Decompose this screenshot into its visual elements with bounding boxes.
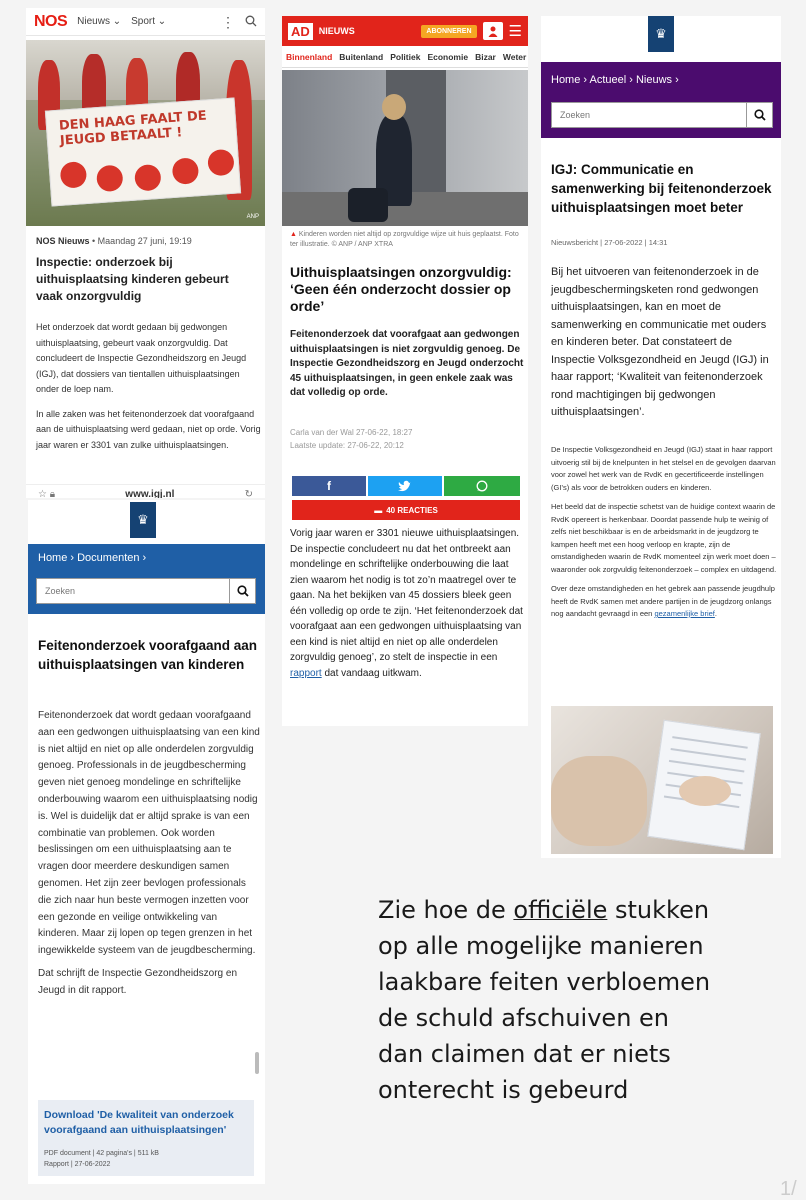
nos-article-body (36, 320, 262, 462)
nos-header (26, 8, 265, 36)
photo-credit: ANP (246, 214, 259, 220)
news-paragraph: De Inspectie Volksgezondheid en Jeugd (IGJ) staat in haar rapport uitvoerig stil bij de knelpunten in het stelsel en de gevolgen daarvan voor zowel het werk van de RvdK en gecertificeerde instellingen (GI’s) als voor de betrokken ouders en kinderen. (551, 445, 776, 492)
reload-icon[interactable]: ↻ (244, 489, 253, 498)
tab-bizar[interactable]: Bizar (475, 51, 496, 62)
scrollbar-thumb[interactable] (255, 1052, 259, 1074)
star-icon[interactable]: ☆ (38, 489, 47, 498)
search-field[interactable] (36, 578, 256, 604)
search-icon[interactable] (229, 579, 255, 603)
comment-icon: ▬ (374, 505, 383, 515)
ad-article-photo (282, 70, 528, 226)
ad-article-body: Vorig jaar waren er 3301 nieuwe uithuisplaatsingen. De inspectie concludeert nu dat het ontbreekt aan mondelinge en schriftelijke onderbouwing die laat zien waarom het nodig is tot zo’n maatregel over te gaan. Na het bekijken van 45 dossiers bleek geen één volledig op orde te zijn. ‘Het feitenonderzoek dat voorafgaat aan een gedwongen uithuisplaatsing van een kind is niet altijd en niet op alle onderdelen zorgvuldig genoeg’, zo stelt de inspectie in een rapport dat vandaag uitkwam. (290, 528, 523, 679)
news-meta: Nieuwsbericht | 27-06-2022 | 14:31 (551, 238, 668, 247)
page-title: IGJ: Communicatie en samenwerking bij feitenonderzoek uithuisplaatsingen moet beter (551, 162, 772, 215)
news-paragraph: Over deze omstandigheden en het gebrek aan passende jeugdhulp heeft de RvdK samen met andere partijen in de jeugdzorg onlangs nog aandacht gevraagd in een gezamenlijke brief. (551, 584, 775, 618)
crest-logo-icon[interactable]: ♛ (648, 16, 674, 52)
nos-nav-nieuws[interactable]: Nieuws ⌄ (77, 16, 122, 27)
nos-article-title: Inspectie: onderzoek bij uithuisplaatsing kinderen gebeurt vaak onzorgvuldig (36, 255, 229, 303)
photo-caption: ▲ Kinderen worden niet altijd op zorgvuldige wijze uit huis geplaatst. Foto ter illustratie. © ANP / ANP XTRA (290, 231, 519, 248)
more-vertical-icon[interactable]: ⋮ (221, 13, 235, 30)
page-title: Feitenonderzoek voorafgaand aan uithuisplaatsingen van kinderen (38, 638, 258, 672)
whatsapp-icon (476, 480, 488, 492)
document-paragraph: Feitenonderzoek dat wordt gedaan voorafgaand aan een gedwongen uithuisplaatsing van een kind is niet altijd en niet op alle onderdelen zorgvuldig genoeg. Professionals in de jeugdbescherming geven niet genoeg mondelinge en schriftelijke onderbouwing waarom een uithuisplaatsing nodig is. Wel is duidelijk dat er altijd sprake is van een combinatie van problemen. Ook worden beslissingen om een uithuisplaatsing aan te vragen door meerdere deskundigen samen genomen. Het zijn zeer bevlogen professionals die zich naar hun beste vermogen inzetten voor een gezonde en veilige ontwikkeling van kinderen. Maar zij lopen op tegen grenzen in het ingewikkelde systeem van de jeugdbescherming. (38, 710, 260, 957)
tab-economie[interactable]: Economie (427, 51, 469, 62)
ad-section-label: NIEUWS (318, 26, 355, 36)
nos-article-meta: NOS Nieuws • Maandag 27 juni, 19:19 (36, 236, 192, 246)
twitter-share-button[interactable] (368, 476, 442, 496)
document-paragraph: Dat schrijft de Inspectie Gezondheidszorg en Jeugd in dit rapport. (38, 967, 237, 996)
download-link[interactable]: Download 'De kwaliteit van onderzoek voorafgaand aan uithuisplaatsingen' (44, 1109, 234, 1136)
ad-article-panel (282, 16, 528, 726)
joint-letter-link[interactable]: gezamenlijke brief (654, 609, 715, 618)
news-lead: Bij het uitvoeren van feitenonderzoek in de jeugdbeschermingsketen rond gedwongen uithuisplaatsingen, kan en moet de samenwerking en communicatie met ouders en kinderen beter. Dat constateert de Inspectie Volksgezondheid en Jeugd (IGJ) in haar rapport; ‘Kwaliteit van feitenonderzoek rond machtigingen bij gedwongen uithuisplaatsingen’. (551, 266, 769, 418)
breadcrumb[interactable]: Home › Documenten › (38, 552, 147, 564)
nos-paragraph: In alle zaken was het feitenonderzoek dat voorafgaand aan de uithuisplaatsing werd gedaan, niet op orde. Vorig jaar waren er 3301 van zulke uithuisplaatsingen. (36, 408, 261, 450)
reactions-button[interactable]: ▬ 40 REACTIES (292, 500, 520, 520)
document-body (38, 708, 260, 1006)
search-icon[interactable] (746, 103, 772, 127)
ad-logo[interactable]: AD (288, 23, 313, 40)
rapport-link[interactable]: rapport (290, 667, 322, 679)
protest-banner-text: DEN HAAG FAALT DE JEUGD BETAALT ! (58, 108, 208, 149)
download-meta: PDF document | 42 pagina's | 511 kB Rapport | 27-06-2022 (44, 1150, 159, 1168)
tab-politiek[interactable]: Politiek (390, 51, 421, 62)
ad-section-tabs (282, 46, 528, 68)
ad-header (282, 16, 528, 46)
twitter-icon (398, 480, 412, 492)
page-number: 1/ (780, 1178, 797, 1200)
rijk-navigation-bar (541, 62, 781, 138)
rijksoverheid-news-panel (541, 16, 781, 858)
tab-binnenland[interactable]: Binnenland (286, 51, 333, 62)
subscribe-button[interactable]: ABONNEREN (421, 25, 476, 38)
writing-hand-photo (551, 706, 773, 854)
igj-navigation-bar (28, 544, 265, 614)
facebook-icon: f (327, 479, 331, 493)
hamburger-menu-icon[interactable]: ☰ (508, 23, 522, 40)
crest-logo-icon[interactable]: ♛ (130, 502, 156, 538)
caption-triangle-icon: ▲ (290, 231, 297, 238)
tab-wetenschap[interactable]: Weter (502, 51, 527, 62)
ad-byline: Carla van der Wal 27-06-22, 18:27 Laatste update: 27-06-22, 20:12 (290, 428, 413, 450)
user-icon[interactable] (483, 22, 503, 40)
whatsapp-share-button[interactable] (444, 476, 520, 496)
nos-paragraph: Het onderzoek dat wordt gedaan bij gedwongen uithuisplaatsing, gebeurt vaak onzorgvuldig. Dat concludeert de Inspectie Gezondheidszorg en Jeugd (IGJ), dat dossiers van tientallen uithuisplaatsingen onder de loep nam. (36, 322, 247, 394)
author-name[interactable]: Carla van der Wal (290, 428, 354, 437)
news-body (551, 444, 777, 628)
nos-protest-photo (26, 40, 265, 226)
lock-icon: 🔒︎ (46, 489, 56, 498)
protest-banner (45, 97, 241, 206)
ad-article-lead: Feitenonderzoek dat voorafgaat aan gedwongen uithuisplaatsingen is niet zorgvuldig genoeg. De Inspectie Gezondheidszorg en Jeugd onderzocht 45 uithuisplaatsingen, in geen enkele zaak was dat volledig op orde. (290, 329, 524, 398)
browser-url-bar[interactable] (26, 484, 265, 498)
commentary-quote: Zie hoe de officiële stukken op alle mogelijke manieren laakbare feiten verbloemen de schuld afschuiven en dan claimen dat er niets onterecht is gebeurd (378, 896, 711, 1104)
tab-buitenland[interactable]: Buitenland (339, 51, 384, 62)
download-box[interactable] (38, 1100, 254, 1176)
search-input[interactable]: Zoeken (45, 586, 76, 596)
search-input[interactable]: Zoeken (560, 110, 591, 120)
url-text[interactable]: www.igj.nl (125, 489, 175, 498)
breadcrumb[interactable]: Home › Actueel › Nieuws › (551, 74, 679, 86)
igj-document-panel (28, 500, 265, 1184)
nos-nav-sport[interactable]: Sport ⌄ (131, 16, 167, 27)
search-icon[interactable] (245, 15, 257, 29)
news-paragraph: Het beeld dat de inspectie schetst van de huidige context waarin de RvdK opereert is herkenbaar. Doordat passende hulp te weinig of zelfs niet beschikbaar is en de arbeidsmarkt in de jeugdzorg te kampen heeft met een hoog verloop en krapte, zijn de omstandigheden waarin de RvdK momenteel zijn werk moet doen – waaronder ook zorgvuldig feitenonderzoek – complex en uitdagend. (551, 502, 777, 574)
ad-article-title: Uithuisplaatsingen onzorgvuldig: ‘Geen één onderzocht dossier op orde’ (290, 264, 512, 314)
nos-logo[interactable]: NOS (34, 12, 68, 30)
search-field[interactable] (551, 102, 773, 128)
nos-article-panel (26, 8, 265, 498)
facebook-share-button[interactable] (292, 476, 366, 496)
